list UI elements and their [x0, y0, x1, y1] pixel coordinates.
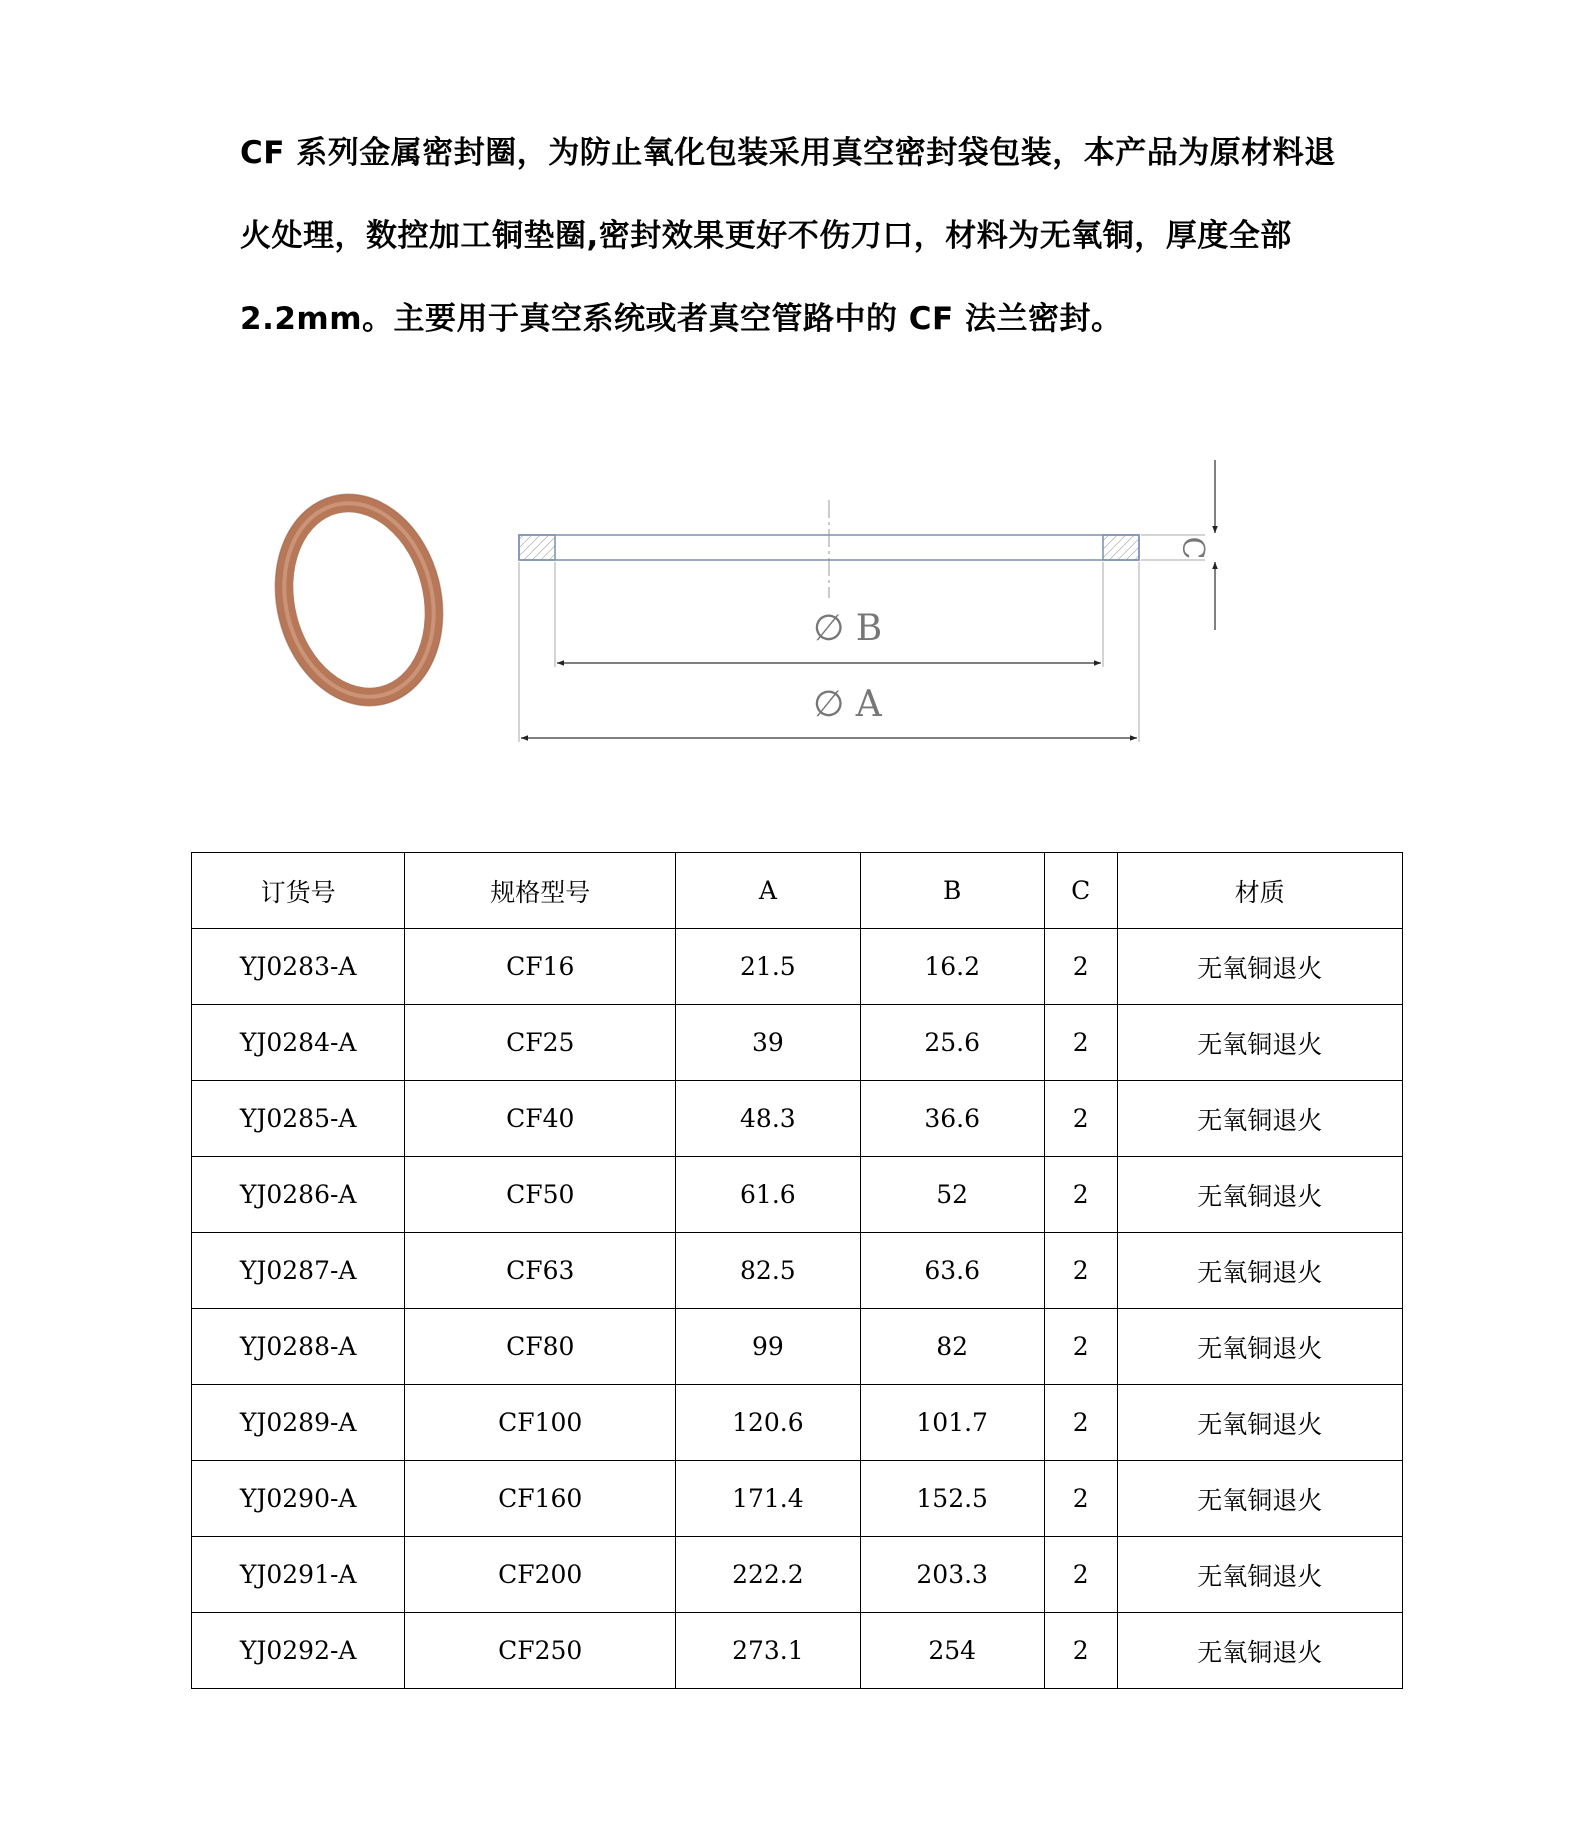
cell-a: 99: [676, 1309, 860, 1385]
label-b: ∅ B: [813, 608, 883, 649]
table-row: [192, 1385, 1403, 1461]
cell-order: YJ0285-A: [192, 1081, 405, 1157]
cell-c: 2: [1044, 1309, 1117, 1385]
cell-model: CF50: [405, 1157, 676, 1233]
header-order: 订货号: [192, 853, 405, 929]
cell-model: CF80: [405, 1309, 676, 1385]
intro-line-1: CF 系列金属密封圈，为防止氧化包装采用真空密封袋包装，本产品为原材料退: [240, 135, 1336, 171]
table-row: [192, 1233, 1403, 1309]
cell-model: CF25: [405, 1005, 676, 1081]
cell-model: CF160: [405, 1461, 676, 1537]
cell-c: 2: [1044, 1385, 1117, 1461]
table-row: [192, 1461, 1403, 1537]
cell-order: YJ0288-A: [192, 1309, 405, 1385]
cell-material: 无氧铜退火: [1117, 1157, 1402, 1233]
cell-material: 无氧铜退火: [1117, 929, 1402, 1005]
cell-material: 无氧铜退火: [1117, 1537, 1402, 1613]
label-c: C: [1175, 536, 1210, 560]
cell-a: 120.6: [676, 1385, 860, 1461]
table-header-row: [192, 853, 1403, 929]
table-row: [192, 1309, 1403, 1385]
cell-b: 152.5: [860, 1461, 1044, 1537]
cell-material: 无氧铜退火: [1117, 1309, 1402, 1385]
table-row: [192, 929, 1403, 1005]
cell-c: 2: [1044, 1233, 1117, 1309]
cell-b: 63.6: [860, 1233, 1044, 1309]
cell-material: 无氧铜退火: [1117, 1613, 1402, 1689]
cell-a: 273.1: [676, 1613, 860, 1689]
header-model: 规格型号: [405, 853, 676, 929]
cell-model: CF200: [405, 1537, 676, 1613]
intro-text: [240, 112, 1360, 361]
header-a: A: [676, 853, 860, 929]
header-c: C: [1044, 853, 1117, 929]
cell-c: 2: [1044, 1461, 1117, 1537]
cell-model: CF100: [405, 1385, 676, 1461]
cell-order: YJ0286-A: [192, 1157, 405, 1233]
cell-order: YJ0287-A: [192, 1233, 405, 1309]
cell-order: YJ0284-A: [192, 1005, 405, 1081]
cell-order: YJ0292-A: [192, 1613, 405, 1689]
cell-a: 48.3: [676, 1081, 860, 1157]
copper-ring-icon: [260, 476, 464, 723]
cell-c: 2: [1044, 1157, 1117, 1233]
cell-c: 2: [1044, 1081, 1117, 1157]
cell-a: 61.6: [676, 1157, 860, 1233]
section-hatch-left: [519, 535, 555, 560]
header-material: 材质: [1117, 853, 1402, 929]
cell-material: 无氧铜退火: [1117, 1005, 1402, 1081]
cross-section-drawing: [519, 460, 1215, 742]
cell-c: 2: [1044, 1537, 1117, 1613]
gasket-figure: [260, 450, 1260, 750]
table-row: [192, 1613, 1403, 1689]
cell-c: 2: [1044, 1613, 1117, 1689]
cell-material: 无氧铜退火: [1117, 1461, 1402, 1537]
cell-material: 无氧铜退火: [1117, 1081, 1402, 1157]
cell-model: CF40: [405, 1081, 676, 1157]
cell-order: YJ0291-A: [192, 1537, 405, 1613]
cell-model: CF250: [405, 1613, 676, 1689]
table-row: [192, 1081, 1403, 1157]
cell-order: YJ0290-A: [192, 1461, 405, 1537]
table-row: [192, 1157, 1403, 1233]
cell-a: 222.2: [676, 1537, 860, 1613]
cell-material: 无氧铜退火: [1117, 1233, 1402, 1309]
intro-line-2: 火处理，数控加工铜垫圈,密封效果更好不伤刀口，材料为无氧铜，厚度全部: [240, 218, 1292, 254]
cell-b: 25.6: [860, 1005, 1044, 1081]
table-row: [192, 1537, 1403, 1613]
cell-model: CF16: [405, 929, 676, 1005]
cell-b: 82: [860, 1309, 1044, 1385]
cell-a: 21.5: [676, 929, 860, 1005]
cell-c: 2: [1044, 929, 1117, 1005]
cell-b: 254: [860, 1613, 1044, 1689]
header-b: B: [860, 853, 1044, 929]
cell-a: 171.4: [676, 1461, 860, 1537]
cell-model: CF63: [405, 1233, 676, 1309]
cell-a: 82.5: [676, 1233, 860, 1309]
label-a: ∅ A: [813, 684, 882, 725]
table-row: [192, 1005, 1403, 1081]
cell-b: 52: [860, 1157, 1044, 1233]
cell-c: 2: [1044, 1005, 1117, 1081]
intro-line-3: 2.2mm。主要用于真空系统或者真空管路中的 CF 法兰密封。: [240, 301, 1123, 337]
cell-order: YJ0283-A: [192, 929, 405, 1005]
cell-b: 36.6: [860, 1081, 1044, 1157]
spec-table: [191, 852, 1403, 1689]
cell-b: 16.2: [860, 929, 1044, 1005]
cell-b: 101.7: [860, 1385, 1044, 1461]
section-hatch-right: [1103, 535, 1139, 560]
cell-a: 39: [676, 1005, 860, 1081]
cell-material: 无氧铜退火: [1117, 1385, 1402, 1461]
cell-b: 203.3: [860, 1537, 1044, 1613]
cell-order: YJ0289-A: [192, 1385, 405, 1461]
